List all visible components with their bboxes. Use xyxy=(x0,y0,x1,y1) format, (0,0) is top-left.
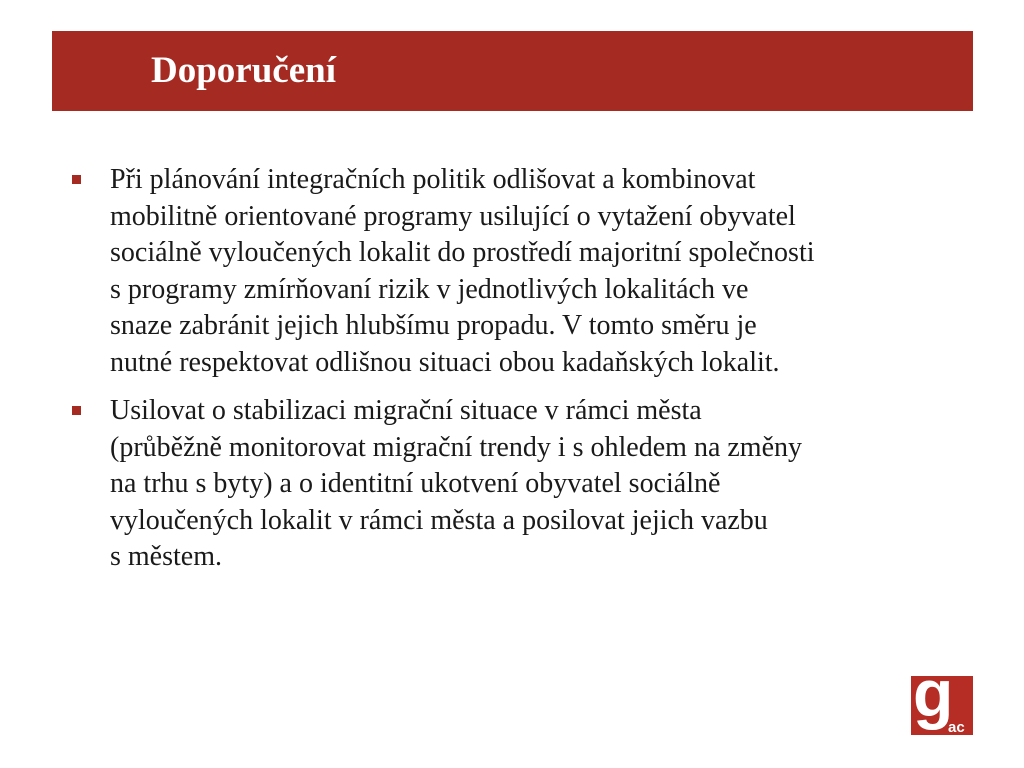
logo-suffix: ac xyxy=(948,719,965,735)
slide-title: Doporučení xyxy=(151,50,336,91)
bullet-item xyxy=(72,162,982,381)
bullet-list xyxy=(72,162,982,588)
bullet-item xyxy=(72,393,982,576)
square-bullet-icon xyxy=(72,406,81,415)
logo-letter: g xyxy=(913,676,954,730)
gac-logo xyxy=(911,676,973,735)
bullet-text: Usilovat o stabilizaci migrační situace v rámci města (průběžně monitorovat migrační trendy i s ohledem na změny na trhu s byty) a o identitní ukotvení obyvatel sociálně vyloučených lokalit v rámci města a posilovat jejich vazbu s městem. xyxy=(110,395,803,572)
title-bar xyxy=(52,31,973,111)
square-bullet-icon xyxy=(72,175,81,184)
bullet-text: Při plánování integračních politik odlišovat a kombinovat mobilitně orientované programy usilující o vytažení obyvatel sociálně vyloučených lokalit do prostředí majoritní společnosti s programy zmírňovaní rizik v jednotlivých lokalitách ve snaze zabránit jejich hlubšímu propadu. V tomto směru je nutné respektovat odlišnou situaci obou kadaňských lokalit. xyxy=(110,164,815,378)
